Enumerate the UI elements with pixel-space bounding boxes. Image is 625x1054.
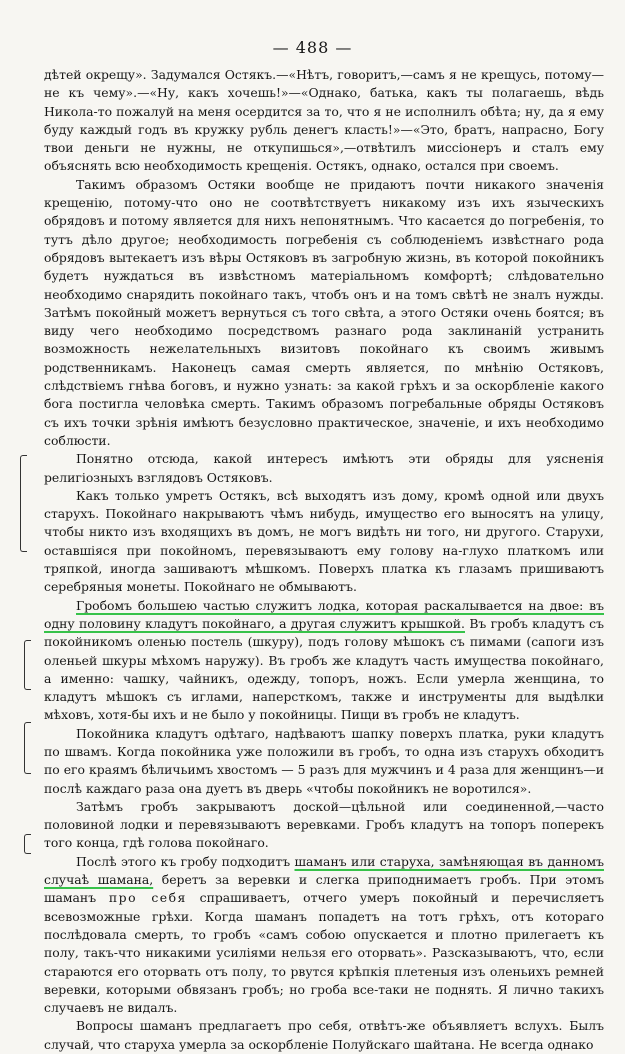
text-segment: Послѣ этого къ гробу подходитъ (76, 853, 295, 869)
spaced-text: про себя (108, 890, 187, 906)
paragraph-p1 (44, 66, 604, 176)
margin-bracket (24, 834, 31, 854)
text-segment: Вопросы шаманъ предлагаетъ про себя, отвѣтъ-же объявляетъ вслухъ. Былъ случай, что старуха умерла за оскорбленіе Полуйскаго шайтана. Не всегда однако (44, 1018, 604, 1052)
body-text (44, 66, 604, 1054)
text-segment: Какъ только умретъ Остякъ, всѣ выходятъ изъ дому, кромѣ одной или двухъ старухъ. Покойнаго накрываютъ чѣмъ нибудь, имущество его выносятъ на улицу, чтобы никто изъ входящихъ въ домъ, не могъ видѣть ни того, ни другого. Старухи, оставшіяся при покойномъ, перевязываютъ ему голову на-глухо платкомъ или тряпкой, иногда зашиваютъ мѣшкомъ. Поверхъ платка къ глазамъ пришиваютъ серебряныя монеты. Покойнаго не обмываютъ. (44, 487, 604, 595)
paragraph-p3 (44, 450, 604, 487)
text-segment: беретъ за веревки и слегка приподнимаетъ гробъ. При этомъ шаманъ (44, 872, 604, 906)
margin-bracket (20, 455, 27, 552)
text-segment: Понятно отсюда, какой интересъ имѣютъ эти обряды для уясненія религіозныхъ взглядовъ Остяковъ. (44, 451, 604, 485)
paragraph-p4 (44, 487, 604, 597)
text-segment: Такимъ образомъ Остяки вообще не придаютъ почти никакого значенія крещенію, потому-что оно не соотвѣтствуетъ никакому изъ ихъ языческихъ обрядовъ и потому является для нихъ непонятнымъ. Что касается до погребенія, то тутъ дѣло другое; необходимость погребенія съ соблюденіемъ извѣстнаго рода обрядовъ вытекаетъ изъ вѣры Остяковъ въ загробную жизнь, въ которой покойникъ будетъ нуждаться въ извѣстномъ матеріальномъ комфортѣ; слѣдовательно необходимо снарядить покойнаго такъ, чтобъ онъ и на томъ свѣтѣ не зналъ нужды. Затѣмъ покойный можетъ вернуться съ того свѣта, а этого Остяки очень боятся; въ виду чего необходимо посредствомъ разнаго рода заклинаній устранить возможность нежелательныхъ визитовъ покойнаго къ своимъ живымъ родственникамъ. Наконецъ самая смерть является, по мнѣнію Остяковъ, слѣдствіемъ гнѣва боговъ, и нужно узнать: за какой грѣхъ и за оскорбленіе какого бога постигла человѣка смерть. Такимъ образомъ погребальные обряды Остяковъ съ ихъ точки зрѣнія имѣютъ безусловно практическое, значеніе, и ихъ необходимо соблюсти. (44, 176, 604, 448)
text-segment: Въ гробъ кладутъ съ покойникомъ оленью постель (шкуру), подъ голову мѣшокъ съ пимами (сапоги изъ оленьей шкуры мѣхомъ наружу). Въ гробъ же кладутъ часть имущества покойнаго, а именно: чашку, чайникъ, одежду, топоръ, ножъ. Если умерла женщина, то кладутъ мѣшокъ съ иглами, наперсткомъ, также и инструменты для выдѣлки мѣховъ, хотя-бы ихъ и не было у покойницы. Пищи въ гробъ не кладутъ. (44, 615, 604, 723)
paragraph-p6 (44, 725, 604, 798)
highlighted-text: Гробомъ большею частью служитъ лодка, которая раскалывается на двое: въ одну половину кладутъ покойнаго, а другая служитъ крышкой. (44, 597, 604, 631)
text-segment: Затѣмъ гробъ закрываютъ доской—цѣльной или соединенной,—часто половиной лодки и перевязываютъ веревками. Гробъ кладутъ на топоръ поперекъ того конца, гдѣ голова покойнаго. (44, 798, 604, 851)
text-segment: спрашиваетъ, отчего умеръ покойный и перечисляетъ всевозможные грѣхи. Когда шаманъ попадетъ на тотъ грѣхъ, отъ котораго послѣдовала смерть, то гробъ «самъ собою опускается и плотно прилегаетъ къ полу, такъ-что никакими усиліями нельзя его оторвать». Разсказываютъ, что, если стараются его оторвать отъ полу, то рвутся крѣпкія плетеныя изъ оленьихъ ремней веревки, которыми обвязанъ гробъ; но гроба все-таки не поднять. Я лично такихъ случаевъ не видалъ. (44, 890, 604, 1016)
paragraph-p8 (44, 853, 604, 1018)
paragraph-p5 (44, 597, 604, 725)
margin-bracket (24, 640, 31, 690)
page-number: — 488 — (272, 38, 353, 57)
text-segment: Покойника кладутъ одѣтаго, надѣваютъ шапку поверхъ платка, руки кладутъ по швамъ. Когда покойника уже положили въ гробъ, то одна изъ старухъ обходитъ по его краямъ бѣличьимъ хвостомъ — 5 разъ для мужчинъ и 4 раза для женщинъ—и послѣ каждаго раза она дуетъ въ дверь «чтобы покойникъ не воротился». (44, 725, 604, 796)
paragraph-p7 (44, 798, 604, 853)
highlighted-text: шаманъ или старуха, замѣняющая въ данномъ случаѣ шамана, (44, 853, 604, 888)
margin-bracket (24, 722, 31, 774)
paragraph-p9 (44, 1017, 604, 1054)
text-segment: дѣтей окрещу». Задумался Остякъ.—«Нѣтъ, говоритъ,—самъ я не крещусь, потому—не къ чему».—«Ну, какъ хочешь!»—«Однако, батька, какъ ты полагаешь, вѣдь Никола-то пожалуй на меня осердится за то, что я не исполнилъ обѣта; ну, да я ему буду каждый годъ въ кружку рубль денегъ класть!»—«Это, братъ, напрасно, Богу твои деньги не нужны, не откупишься»,—отвѣтилъ миссіонеръ и сталъ ему объяснять всю необходимость крещенія. Остякъ, однако, остался при своемъ. (44, 67, 604, 174)
paragraph-p2 (44, 176, 604, 450)
